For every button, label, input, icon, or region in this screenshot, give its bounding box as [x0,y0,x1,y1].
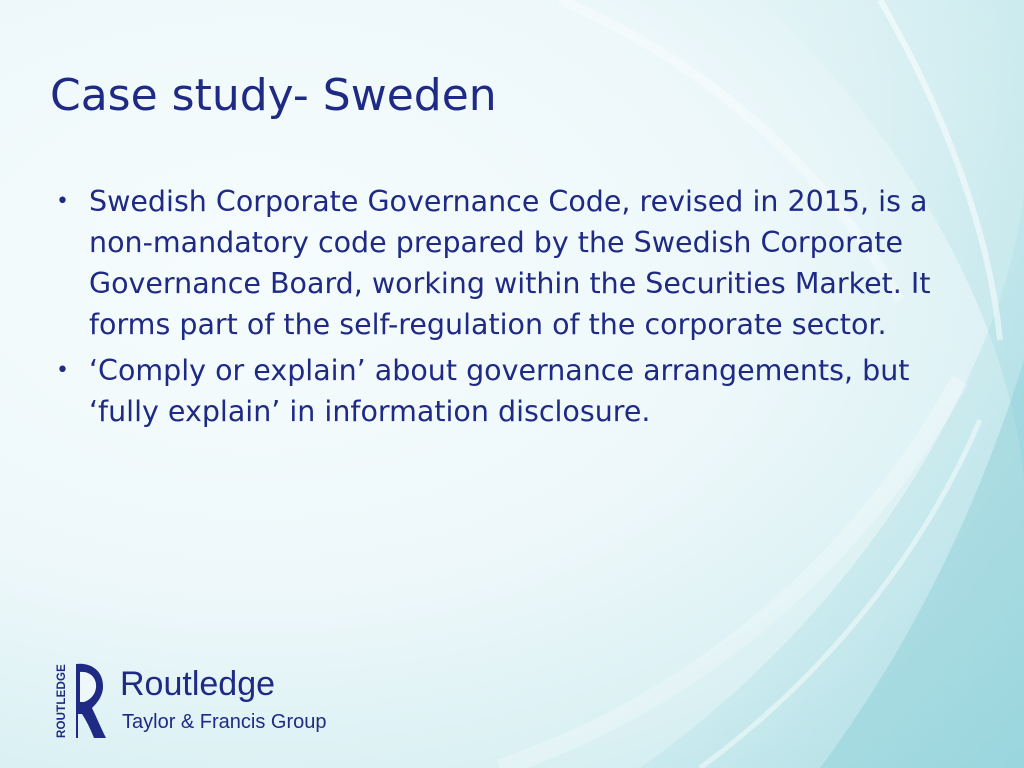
logo-name: Routledge [120,665,276,703]
bullet-marker: • [56,358,69,383]
bullet-list [56,181,966,437]
slide-title: Case study- Sweden [50,70,497,121]
routledge-logo-mark [56,662,108,740]
bullet-marker: • [56,189,69,214]
head-profile-icon [56,662,108,740]
bullet-text: Swedish Corporate Governance Code, revised in 2015, is a non-mandatory code prepared by the Swedish Corporate Governance Board, working within the Securities Market. It forms part of the self-regulation of the corporate sector. [89,185,931,341]
bullet-text: ‘Comply or explain’ about governance arrangements, but ‘fully explain’ in information disclosure. [89,354,910,428]
bullet-item [56,181,966,345]
logo-group-text: Taylor & Francis Group [122,711,327,733]
publisher-logo [56,662,336,742]
logo-vertical-text: ROUTLEDGE [56,664,68,738]
bullet-item [56,350,966,432]
